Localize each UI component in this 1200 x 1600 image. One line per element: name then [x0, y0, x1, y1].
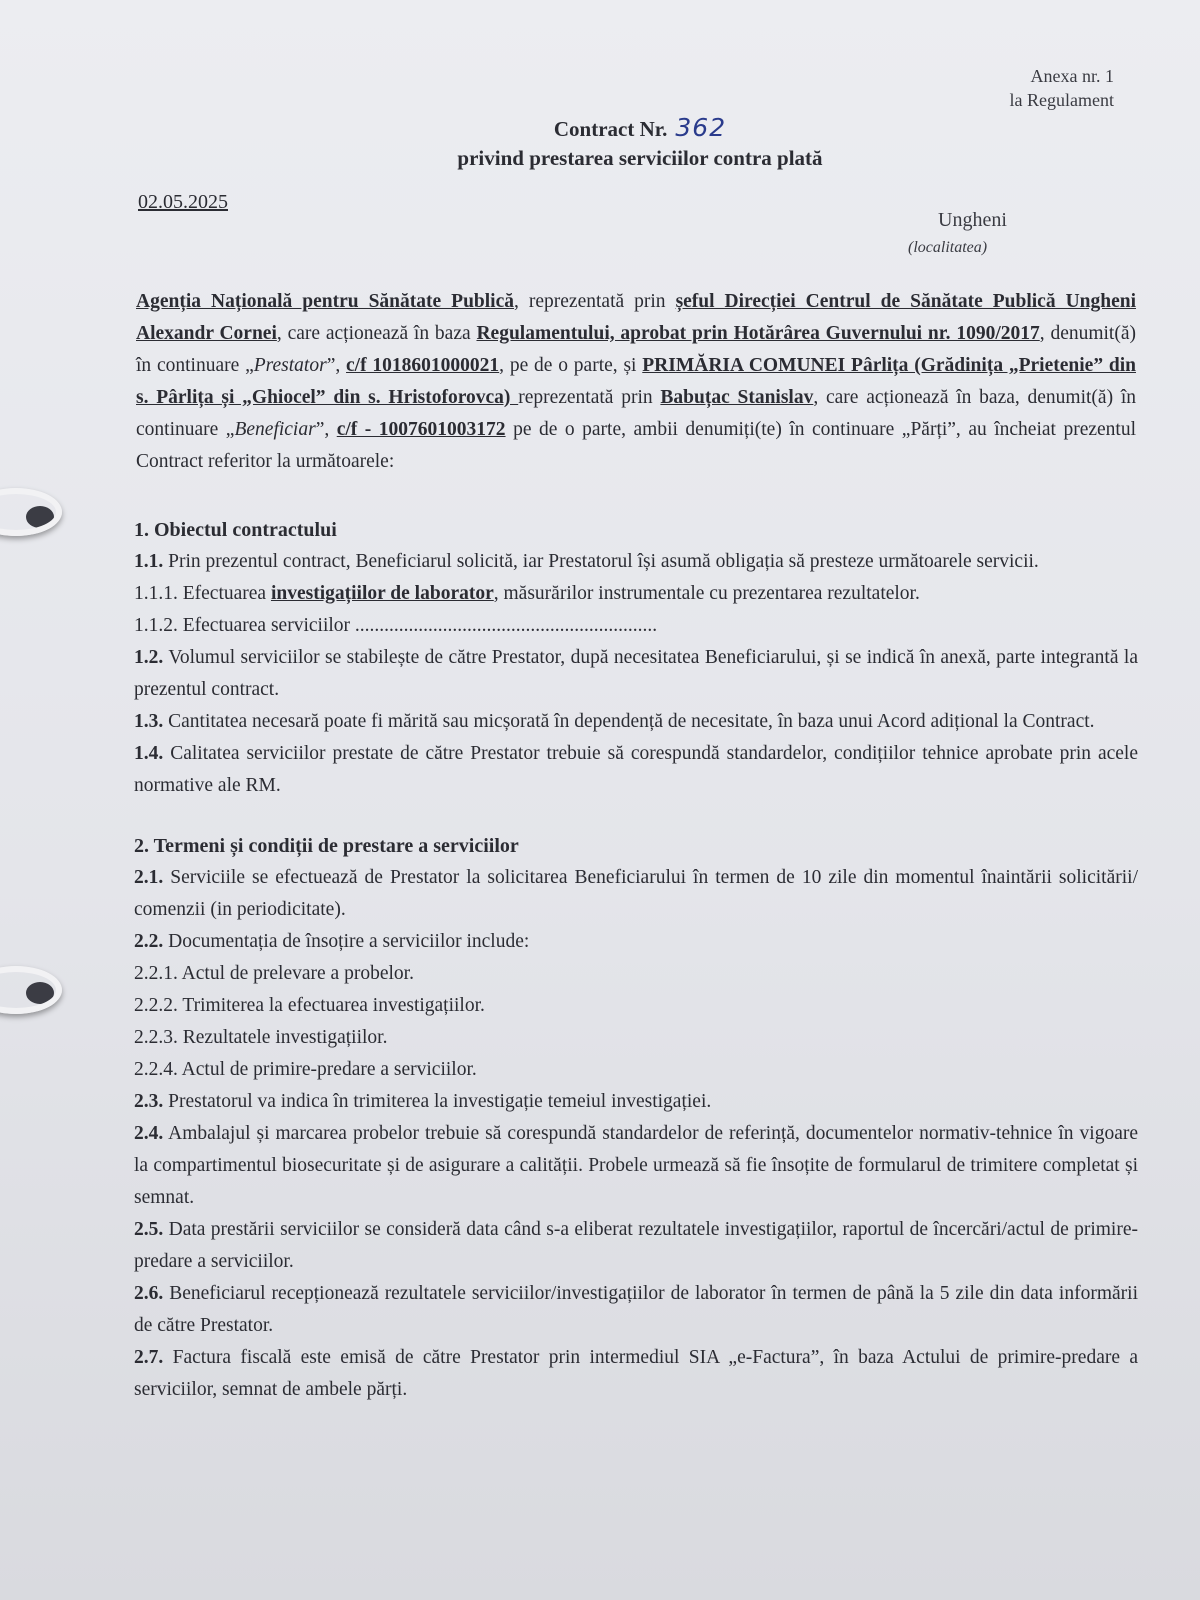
fiscal-code-beneficiary: c/f - 1007601003172 — [336, 419, 506, 440]
clause-2-2-2: 2.2.2. Trimiterea la efectuarea investigațiilor. — [134, 995, 485, 1016]
clause-2-6 — [134, 1278, 1138, 1342]
clause-text: Documentația de însoțire a serviciilor include: — [163, 931, 530, 952]
contract-subtitle: privind prestarea serviciilor contra plată — [457, 146, 823, 170]
clause-text: Beneficiarul recepționează rezultatele serviciilor/investigațiilor de laborator în termen de până la 5 zile din data informării de către Prestator. — [134, 1283, 1138, 1336]
binder-ring — [0, 966, 62, 1014]
intro-text: , pe de o parte, și — [499, 355, 643, 376]
intro-text: pe de o parte, ambii denumiți(te) în continuare „Părți”, au încheiat prezentul Contract referitor la următoarele: — [136, 419, 1137, 472]
clause-text: Factura fiscală este emisă de către Prestator prin intermediul SIA „e-Factura”, în baza Actului de primire-predare a serviciilor, semnat de ambele părți. — [134, 1347, 1138, 1400]
intro-text: reprezentată prin — [518, 387, 661, 408]
clause-1-1-2: 1.1.2. Efectuarea serviciilor .............................................................. — [134, 615, 658, 636]
clause-number: 1.3. — [134, 711, 164, 732]
regulation-ref: Regulamentului, aprobat prin Hotărârea Guvernului nr. 1090/2017 — [476, 323, 1040, 344]
section-2-title: 2. Termeni și condiții de prestare a serviciilor — [134, 835, 519, 857]
fiscal-code-prestator: c/f 1018601000021 — [346, 355, 500, 376]
contract-number-handwritten: 362 — [675, 113, 727, 142]
clause-number: 1.1. — [134, 551, 164, 572]
clause-text: Prin prezentul contract, Beneficiarul solicită, iar Prestatorul își asumă obligația să presteze următoarele servicii. — [163, 551, 1039, 572]
intro-paragraph — [136, 286, 1136, 478]
clause-2-1 — [134, 862, 1138, 926]
contract-sections — [134, 514, 1138, 1406]
clause-text: Serviciile se efectuează de Prestator la solicitarea Beneficiarului în termen de 10 zile din momentul înaintării solicitării/ comenzii (in periodicitate). — [134, 867, 1138, 920]
annex-line-1: Anexa nr. 1 — [1030, 66, 1114, 86]
clause-text: 1.1.1. Efectuarea — [134, 583, 271, 604]
clause-number: 2.3. — [134, 1091, 164, 1112]
clause-1-2 — [134, 642, 1138, 706]
clause-text: Cantitatea necesară poate fi mărită sau micșorată în dependență de necesitate, în baza unui Acord adițional la Contract. — [163, 711, 1095, 732]
clause-1-4 — [134, 738, 1138, 802]
clause-2-2-3: 2.2.3. Rezultatele investigațiilor. — [134, 1027, 388, 1048]
clause-number: 2.6. — [134, 1283, 164, 1304]
contract-title-prefix: Contract Nr. — [553, 117, 668, 141]
prestator-term: Prestator — [253, 355, 327, 376]
contract-title — [130, 112, 1150, 145]
clause-text: Ambalajul și marcarea probelor trebuie să corespundă standardelor de referință, documentelor normativ-tehnice în vigoare la compartimentul biosecuritate și de asigurare a calității. Probele urmează să fie însoțite de formularul de trimitere completat și semnat. — [134, 1123, 1138, 1208]
clause-number: 1.4. — [134, 743, 164, 764]
clause-2-2-1: 2.2.1. Actul de prelevare a probelor. — [134, 963, 414, 984]
binder-ring — [0, 488, 62, 536]
clause-2-5 — [134, 1214, 1138, 1278]
clause-text: Calitatea serviciilor prestate de către Prestator trebuie să corespundă standardelor, condițiilor tehnice aprobate prin acele normative ale RM. — [134, 743, 1138, 796]
annex-line-2: la Regulament — [1009, 90, 1114, 110]
beneficiar-term: Beneficiar — [234, 419, 316, 440]
clause-number: 2.4. — [134, 1123, 164, 1144]
intro-text: , reprezentată prin — [514, 291, 676, 312]
intro-text: , denumit(ă) în continuare „ — [136, 323, 1136, 376]
agency-name: Agenția Națională pentru Sănătate Publică — [136, 291, 515, 312]
clause-text: Data prestării serviciilor se consideră data când s-a eliberat rezultatele investigațiilor, raportul de încercări/actul de primire-predare a serviciilor. — [134, 1219, 1138, 1272]
clause-text: , măsurărilor instrumentale cu prezentarea rezultatelor. — [493, 583, 920, 604]
clause-2-2 — [134, 926, 1138, 958]
clause-1-1 — [134, 546, 1138, 578]
intro-text: , care acționează în baza, denumit(ă) în continuare „ — [136, 387, 1136, 440]
clause-number: 2.7. — [134, 1347, 164, 1368]
clause-number: 2.5. — [134, 1219, 164, 1240]
clause-text: Prestatorul va indica în trimiterea la investigație temeiul investigației. — [163, 1091, 712, 1112]
beneficiary-representative: Babuțac Stanislav — [660, 387, 814, 408]
intro-text: ”, — [315, 419, 337, 440]
clause-1-1-1 — [134, 578, 1138, 610]
clause-number: 2.2. — [134, 931, 164, 952]
clause-number: 2.1. — [134, 867, 164, 888]
clause-text: Volumul serviciilor se stabilește de către Prestator, după necesitatea Beneficiarului, și se indică în anexă, parte integrantă la prezentul contract. — [134, 647, 1138, 700]
clause-1-3 — [134, 706, 1138, 738]
clause-2-7 — [134, 1342, 1138, 1406]
section-1-title: 1. Obiectul contractului — [134, 519, 337, 541]
intro-text: ”, — [326, 355, 347, 376]
annex-note — [1010, 64, 1114, 112]
clause-2-3 — [134, 1086, 1138, 1118]
contract-place-note: (localitatea) — [908, 239, 988, 256]
clause-emphasis: investigațiilor de laborator — [270, 583, 494, 604]
intro-text: , care acționează în baza — [276, 323, 477, 344]
contract-date: 02.05.2025 — [138, 191, 228, 213]
agency-head: șeful Direcției Centrul de Sănătate Publică Ungheni Alexandr Cornei — [136, 291, 1137, 344]
clause-number: 1.2. — [134, 647, 164, 668]
clause-2-2-4: 2.2.4. Actul de primire-predare a serviciilor. — [134, 1059, 477, 1080]
contract-place: Ungheni — [938, 209, 1007, 231]
clause-2-4 — [134, 1118, 1138, 1214]
beneficiary-name: PRIMĂRIA COMUNEI Pârlița (Grădinița „Prietenie” din s. Pârlița și „Ghiocel” din s. Hristoforovca) — [136, 355, 1136, 408]
